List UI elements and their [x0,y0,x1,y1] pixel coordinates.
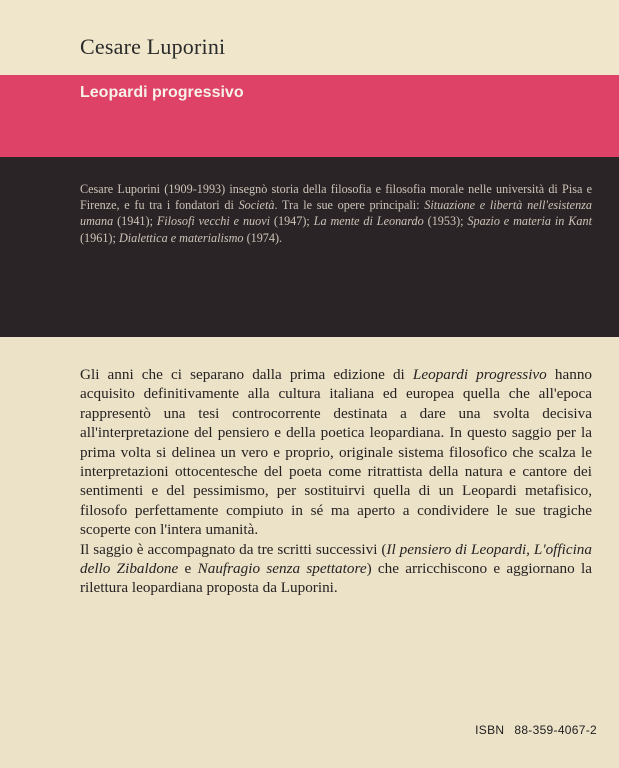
bio-title-mente: La mente di Leonardo [313,214,424,229]
blurb-text: ) che arricchiscono e aggiornano la rilettura leopardiana proposta da Luporini. [80,560,592,597]
blurb-text: e [178,560,198,578]
author-bio [80,181,592,246]
isbn-label: ISBN [475,723,505,737]
blurb-text: hanno acquisito definitivamente alla cultura italiana ed europea quella che all'epoca rappresentò una tesi controcorrente destinata a dare una svolta decisiva all'interpretazione del pensiero e della poetica leopardiana. In questo saggio per la prima volta si delinea un vero e proprio, originale sistema filosofico che scalza le interpretazioni ottocentesche del poeta come ritrattista della natura e cantore dei sentimenti e del pessimismo, per sostituirvi quella di un Leopardi metafisico, filosofo perfettamente compiuto in sé ma aperto a condividere le sue tragiche scoperte con l'intera umanità. [80,366,593,539]
blurb-title-italic: Naufragio senza spettatore [197,560,367,578]
bio-text: Cesare Luporini (1909-1993) insegnò storia della filosofia e filosofia morale nelle università di Pisa e Firenze, e fu tra i fondatori di [80,182,592,213]
bio-title-societa: Società [238,198,275,213]
blurb [80,365,592,598]
isbn [475,723,597,737]
bio-text: (1941); [113,214,157,229]
blurb-title-italic: Leopardi progressivo [412,366,547,383]
author-name: Cesare Luporini [80,34,226,59]
title-band [0,75,619,157]
blurb-text: Il saggio è accompagnato da tre scritti successivi ( [80,540,387,558]
bio-text: . Tra le sue opere principali: [274,198,425,213]
bio-text: (1961); [80,230,119,245]
blurb-title-italic: Il pensiero di Leopardi, L'officina dello Zibaldone [80,540,592,578]
bio-title-dialettica: Dialettica e materialismo [118,230,244,245]
blurb-paragraph-1 [80,365,592,540]
bio-title-filosofi: Filosofi vecchi e nuovi [156,214,271,229]
isbn-number: 88-359-4067-2 [514,723,597,737]
bio-text: (1953); [423,214,468,229]
bio-title-situazione: Situazione e libertà nell'esistenza umana [80,198,592,229]
blurb-text: Gli anni che ci separano dalla prima edizione di [80,366,413,383]
bio-text: (1974). [243,230,283,245]
blurb-paragraph-2 [80,540,592,598]
bio-text: (1947); [270,214,314,229]
bio-title-spazio: Spazio e materia in Kant [467,214,592,229]
book-title: Leopardi progressivo [80,84,244,101]
